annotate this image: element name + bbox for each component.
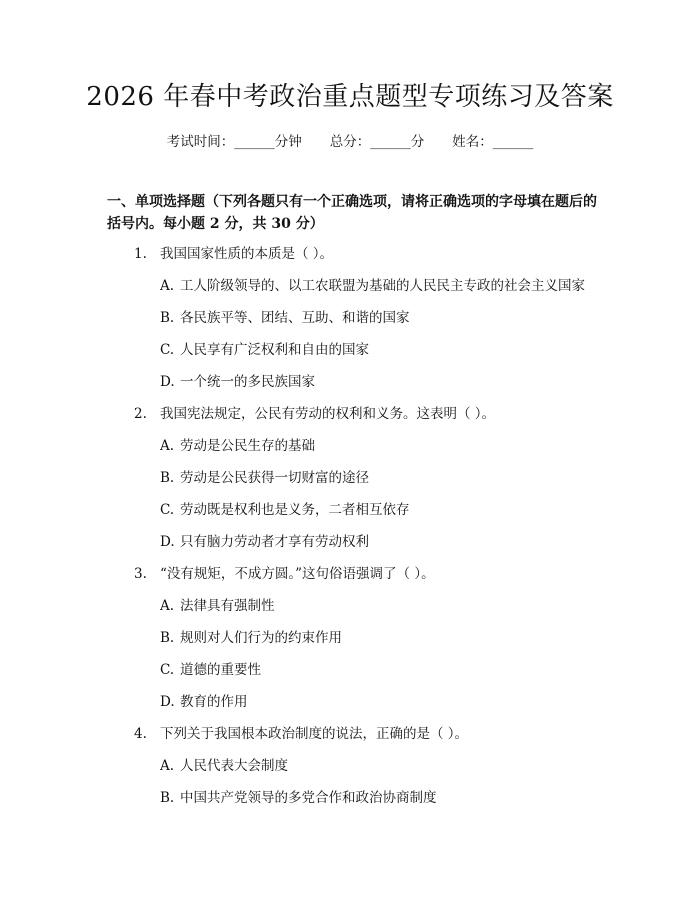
question-number: 4.: [134, 726, 147, 742]
option-text: 只有脑力劳动者才享有劳动权利: [180, 534, 369, 550]
question-stem: [0, 725, 700, 757]
answer-option: [0, 661, 700, 693]
question-stem: [0, 405, 700, 437]
option-text: 中国共产党领导的多党合作和政治协商制度: [180, 790, 437, 806]
score-label: 总分：: [329, 134, 371, 150]
answer-option: [0, 469, 700, 501]
option-letter: B.: [160, 630, 175, 646]
answer-option: [0, 501, 700, 533]
answer-option: [0, 789, 700, 821]
answer-option: [0, 629, 700, 661]
question-number: 3.: [134, 566, 147, 582]
question-item: [0, 245, 700, 405]
question-text: 下列关于我国根本政治制度的说法，正确的是（ ）。: [160, 726, 469, 742]
answer-option: [0, 757, 700, 789]
option-text: 劳动是公民获得一切财富的途径: [180, 470, 369, 486]
option-letter: C.: [160, 502, 175, 518]
option-letter: B.: [160, 310, 175, 326]
answer-option: [0, 373, 700, 405]
answer-option: [0, 341, 700, 373]
score-blank: ______: [370, 134, 411, 150]
question-number: 2.: [134, 406, 147, 422]
option-text: 道德的重要性: [180, 662, 261, 678]
section-heading-single-choice: 一、单项选择题（下列各题只有一个正确选项，请将正确选项的字母填在题后的括号内。每小题 2 分，共 30 分）: [107, 194, 597, 232]
option-letter: A.: [160, 438, 175, 454]
option-text: 人民享有广泛权利和自由的国家: [180, 342, 369, 358]
question-item: [0, 565, 700, 725]
answer-option: [0, 533, 700, 565]
answer-option: [0, 437, 700, 469]
option-letter: A.: [160, 598, 175, 614]
option-text: 教育的作用: [180, 694, 248, 710]
time-blank: ______: [234, 134, 275, 150]
question-text: 我国国家性质的本质是（ ）。: [160, 246, 334, 262]
option-text: 劳动既是权利也是义务，二者相互依存: [180, 502, 410, 518]
question-text: 我国宪法规定，公民有劳动的权利和义务。这表明（ ）。: [160, 406, 496, 422]
option-letter: D.: [160, 374, 175, 390]
option-text: 一个统一的多民族国家: [180, 374, 315, 390]
name-blank: ______: [492, 134, 534, 150]
time-unit: 分钟: [274, 134, 302, 150]
time-label: 考试时间：: [166, 134, 235, 150]
option-letter: C.: [160, 342, 175, 358]
option-letter: B.: [160, 790, 175, 806]
option-letter: C.: [160, 662, 175, 678]
option-letter: D.: [160, 694, 175, 710]
question-number: 1.: [134, 246, 147, 262]
question-stem: [0, 565, 700, 597]
answer-option: [0, 597, 700, 629]
option-text: 工人阶级领导的、以工农联盟为基础的人民民主专政的社会主义国家: [180, 278, 585, 294]
answer-option: [0, 309, 700, 341]
score-unit: 分: [410, 134, 425, 150]
document-title: 2026 年春中考政治重点题型专项练习及答案: [86, 82, 614, 112]
option-text: 人民代表大会制度: [180, 758, 288, 774]
option-text: 规则对人们行为的约束作用: [180, 630, 342, 646]
option-text: 各民族平等、团结、互助、和谐的国家: [180, 310, 410, 326]
option-letter: D.: [160, 534, 175, 550]
answer-option: [0, 277, 700, 309]
option-letter: B.: [160, 470, 175, 486]
option-text: 劳动是公民生存的基础: [180, 438, 315, 454]
exam-info-line: [0, 133, 700, 151]
question-list: [0, 245, 700, 821]
option-text: 法律具有强制性: [180, 598, 275, 614]
answer-option: [0, 693, 700, 725]
name-label: 姓名：: [452, 134, 493, 150]
option-letter: A.: [160, 758, 175, 774]
question-text: “没有规矩，不成方圆。”这句俗语强调了（ ）。: [160, 566, 435, 582]
question-item: [0, 405, 700, 565]
question-stem: [0, 245, 700, 277]
question-item: [0, 725, 700, 821]
option-letter: A.: [160, 278, 175, 294]
